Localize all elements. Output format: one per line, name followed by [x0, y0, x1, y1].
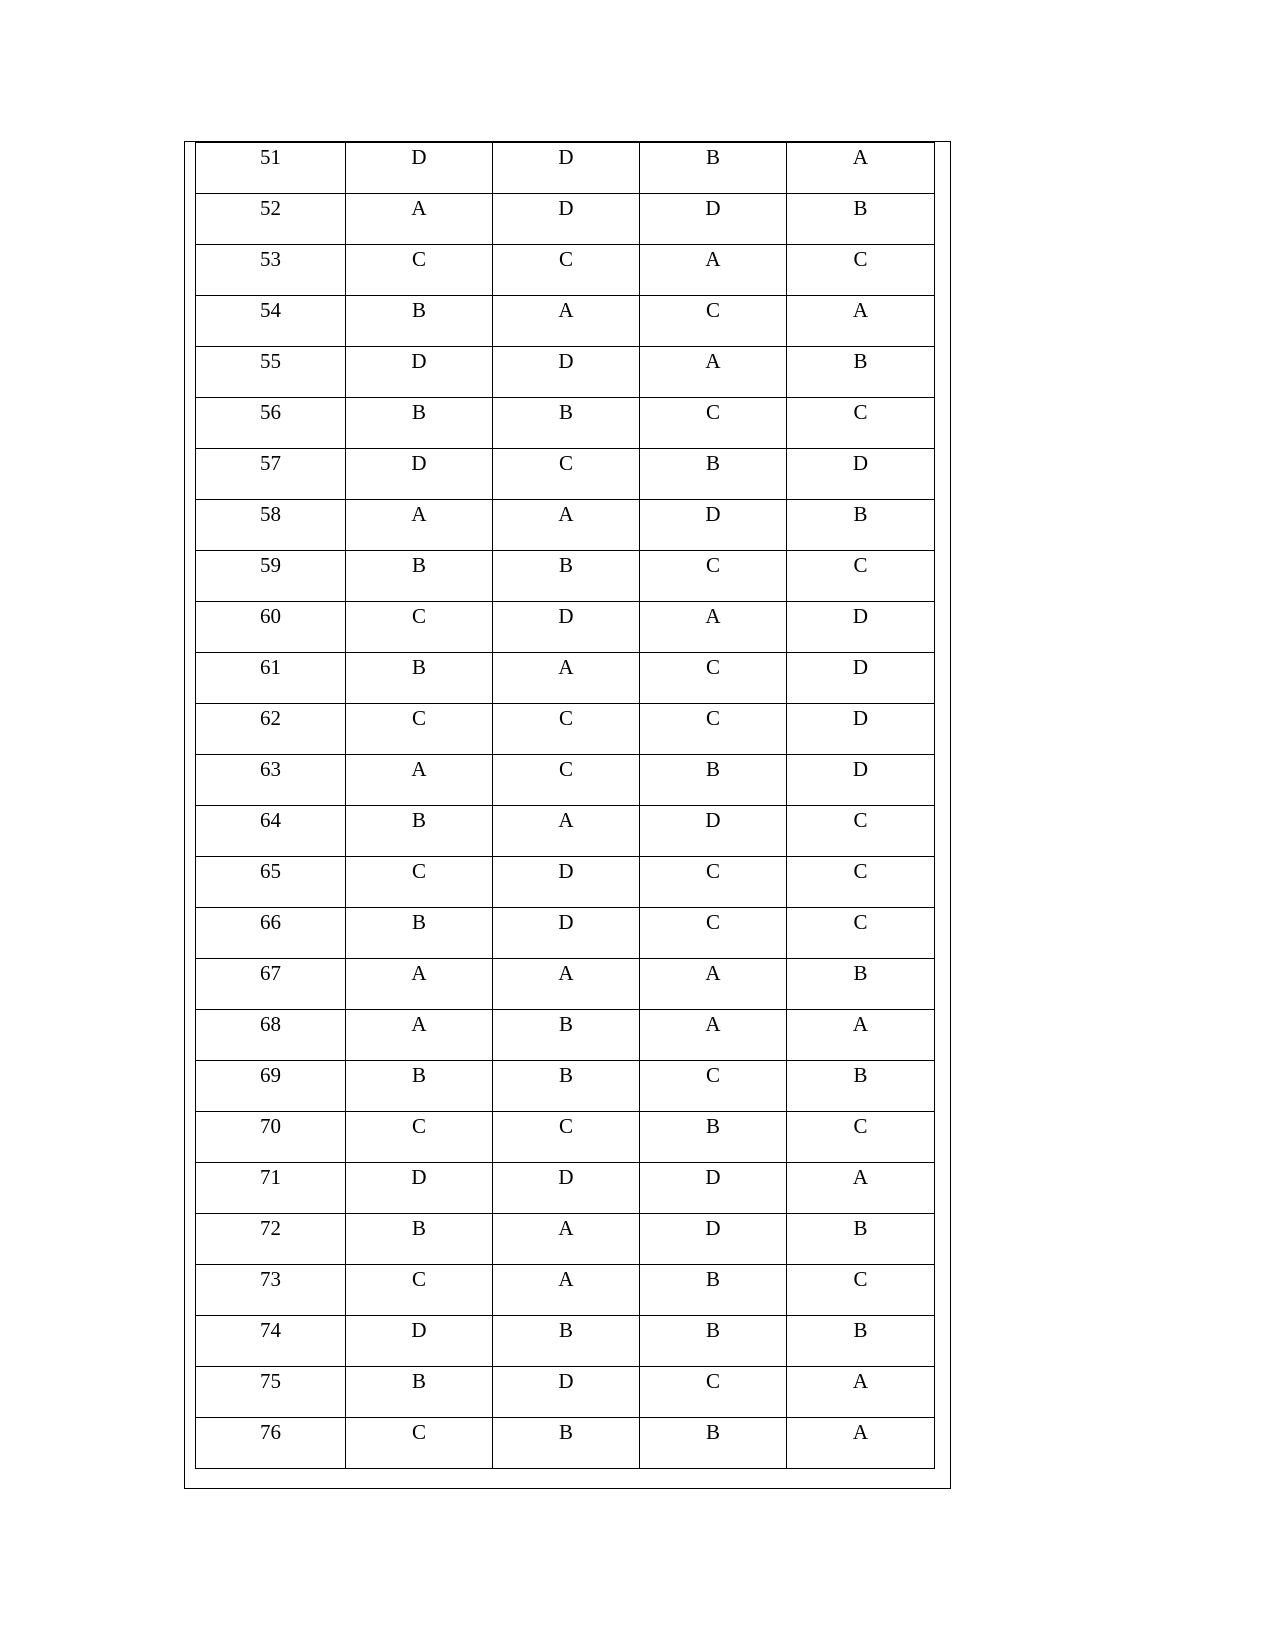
- answer-cell: A: [493, 1214, 640, 1265]
- answer-cell: B: [346, 806, 493, 857]
- question-number-cell: 57: [196, 449, 346, 500]
- answer-cell: D: [346, 347, 493, 398]
- answer-cell: A: [493, 653, 640, 704]
- answer-cell: D: [493, 602, 640, 653]
- answer-cell: C: [787, 1112, 935, 1163]
- answer-cell: A: [346, 194, 493, 245]
- answer-cell: C: [640, 398, 787, 449]
- table-row: [196, 1010, 935, 1061]
- answer-cell: D: [493, 857, 640, 908]
- answer-cell: D: [640, 806, 787, 857]
- answer-cell: C: [640, 908, 787, 959]
- answer-cell: B: [346, 908, 493, 959]
- answer-cell: A: [640, 959, 787, 1010]
- answer-cell: A: [493, 500, 640, 551]
- answer-cell: A: [640, 1010, 787, 1061]
- question-number-cell: 54: [196, 296, 346, 347]
- answer-cell: A: [640, 347, 787, 398]
- answer-cell: C: [640, 296, 787, 347]
- answer-cell: C: [493, 245, 640, 296]
- question-number-cell: 62: [196, 704, 346, 755]
- question-number-cell: 60: [196, 602, 346, 653]
- answer-cell: B: [346, 398, 493, 449]
- answer-cell: A: [493, 959, 640, 1010]
- answer-key-table: [195, 142, 935, 1469]
- table-row: [196, 908, 935, 959]
- question-number-cell: 76: [196, 1418, 346, 1469]
- answer-cell: B: [640, 755, 787, 806]
- answer-cell: C: [346, 857, 493, 908]
- table-row: [196, 398, 935, 449]
- table-row: [196, 806, 935, 857]
- table-row: [196, 449, 935, 500]
- answer-cell: B: [493, 1010, 640, 1061]
- table-row: [196, 1367, 935, 1418]
- answer-cell: B: [787, 1061, 935, 1112]
- answer-cell: A: [346, 500, 493, 551]
- question-number-cell: 55: [196, 347, 346, 398]
- question-number-cell: 69: [196, 1061, 346, 1112]
- answer-cell: A: [787, 1010, 935, 1061]
- answer-cell: C: [787, 1265, 935, 1316]
- answer-cell: B: [346, 551, 493, 602]
- table-row: [196, 551, 935, 602]
- question-number-cell: 65: [196, 857, 346, 908]
- answer-cell: D: [493, 908, 640, 959]
- question-number-cell: 74: [196, 1316, 346, 1367]
- answer-cell: B: [640, 143, 787, 194]
- answer-cell: C: [640, 857, 787, 908]
- question-number-cell: 52: [196, 194, 346, 245]
- answer-cell: A: [493, 806, 640, 857]
- answer-cell: C: [493, 449, 640, 500]
- question-number-cell: 51: [196, 143, 346, 194]
- answer-cell: C: [493, 704, 640, 755]
- answer-cell: C: [640, 551, 787, 602]
- answer-cell: D: [640, 1163, 787, 1214]
- answer-cell: D: [493, 1367, 640, 1418]
- answer-cell: C: [640, 1367, 787, 1418]
- answer-cell: C: [493, 1112, 640, 1163]
- answer-cell: B: [787, 347, 935, 398]
- answer-cell: B: [493, 1061, 640, 1112]
- table-row: [196, 602, 935, 653]
- answer-cell: A: [787, 143, 935, 194]
- table-row: [196, 1418, 935, 1469]
- table-row: [196, 296, 935, 347]
- answer-cell: D: [640, 500, 787, 551]
- answer-cell: A: [640, 245, 787, 296]
- table-row: [196, 857, 935, 908]
- table-row: [196, 1316, 935, 1367]
- question-number-cell: 53: [196, 245, 346, 296]
- answer-cell: A: [787, 296, 935, 347]
- question-number-cell: 59: [196, 551, 346, 602]
- table-row: [196, 194, 935, 245]
- answer-cell: A: [640, 602, 787, 653]
- table-row: [196, 1061, 935, 1112]
- answer-cell: C: [787, 245, 935, 296]
- answer-cell: B: [493, 1316, 640, 1367]
- table-row: [196, 653, 935, 704]
- table-row: [196, 500, 935, 551]
- table-row: [196, 143, 935, 194]
- question-number-cell: 70: [196, 1112, 346, 1163]
- answer-cell: C: [346, 245, 493, 296]
- answer-cell: C: [346, 1418, 493, 1469]
- answer-cell: B: [640, 1418, 787, 1469]
- answer-cell: A: [493, 296, 640, 347]
- answer-cell: B: [640, 449, 787, 500]
- answer-cell: D: [493, 143, 640, 194]
- answer-cell: B: [346, 1214, 493, 1265]
- answer-cell: D: [346, 449, 493, 500]
- answer-cell: B: [640, 1265, 787, 1316]
- question-number-cell: 67: [196, 959, 346, 1010]
- answer-cell: C: [346, 704, 493, 755]
- answer-cell: B: [493, 551, 640, 602]
- answer-cell: A: [346, 1010, 493, 1061]
- answer-cell: A: [787, 1163, 935, 1214]
- answer-cell: C: [787, 551, 935, 602]
- answer-cell: A: [346, 959, 493, 1010]
- answer-cell: C: [787, 398, 935, 449]
- answer-cell: C: [640, 653, 787, 704]
- table-row: [196, 1265, 935, 1316]
- answer-cell: B: [640, 1112, 787, 1163]
- answer-cell: B: [493, 398, 640, 449]
- question-number-cell: 56: [196, 398, 346, 449]
- answer-cell: D: [640, 1214, 787, 1265]
- answer-cell: D: [493, 347, 640, 398]
- table-row: [196, 959, 935, 1010]
- answer-cell: B: [346, 296, 493, 347]
- answer-cell: A: [787, 1367, 935, 1418]
- answer-cell: D: [493, 1163, 640, 1214]
- answer-cell: B: [346, 653, 493, 704]
- answer-cell: C: [787, 908, 935, 959]
- table-row: [196, 1112, 935, 1163]
- question-number-cell: 72: [196, 1214, 346, 1265]
- question-number-cell: 68: [196, 1010, 346, 1061]
- table-row: [196, 347, 935, 398]
- answer-cell: D: [787, 704, 935, 755]
- answer-cell: C: [640, 1061, 787, 1112]
- answer-cell: C: [346, 602, 493, 653]
- answer-cell: C: [640, 704, 787, 755]
- answer-cell: B: [787, 194, 935, 245]
- answer-cell: D: [787, 602, 935, 653]
- answer-cell: D: [787, 449, 935, 500]
- answer-cell: A: [346, 755, 493, 806]
- table-row: [196, 704, 935, 755]
- answer-cell: B: [787, 500, 935, 551]
- answer-key-body: [196, 143, 935, 1469]
- answer-cell: B: [787, 1214, 935, 1265]
- answer-cell: C: [346, 1112, 493, 1163]
- answer-cell: B: [787, 959, 935, 1010]
- answer-cell: D: [346, 1316, 493, 1367]
- answer-cell: C: [787, 857, 935, 908]
- question-number-cell: 66: [196, 908, 346, 959]
- table-row: [196, 755, 935, 806]
- table-row: [196, 245, 935, 296]
- question-number-cell: 58: [196, 500, 346, 551]
- answer-cell: A: [787, 1418, 935, 1469]
- answer-cell: C: [787, 806, 935, 857]
- answer-cell: D: [787, 755, 935, 806]
- question-number-cell: 71: [196, 1163, 346, 1214]
- question-number-cell: 64: [196, 806, 346, 857]
- answer-cell: B: [787, 1316, 935, 1367]
- answer-cell: A: [493, 1265, 640, 1316]
- answer-cell: B: [346, 1061, 493, 1112]
- answer-cell: C: [493, 755, 640, 806]
- answer-cell: D: [493, 194, 640, 245]
- answer-cell: B: [493, 1418, 640, 1469]
- question-number-cell: 73: [196, 1265, 346, 1316]
- table-row: [196, 1214, 935, 1265]
- answer-cell: B: [346, 1367, 493, 1418]
- answer-cell: D: [346, 143, 493, 194]
- answer-cell: B: [640, 1316, 787, 1367]
- question-number-cell: 75: [196, 1367, 346, 1418]
- answer-cell: C: [346, 1265, 493, 1316]
- answer-cell: D: [640, 194, 787, 245]
- answer-cell: D: [346, 1163, 493, 1214]
- question-number-cell: 63: [196, 755, 346, 806]
- table-row: [196, 1163, 935, 1214]
- answer-cell: D: [787, 653, 935, 704]
- question-number-cell: 61: [196, 653, 346, 704]
